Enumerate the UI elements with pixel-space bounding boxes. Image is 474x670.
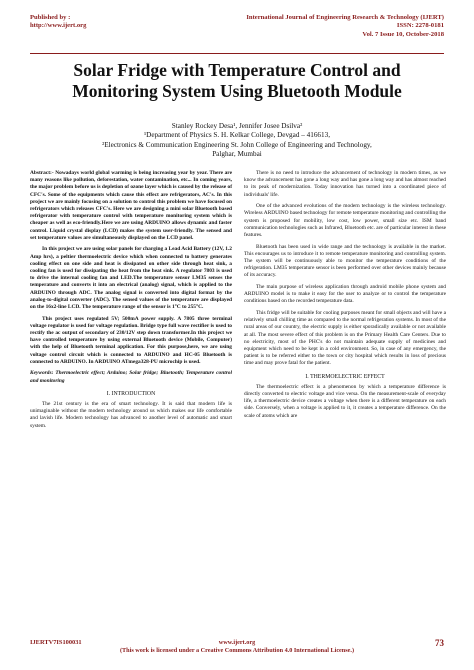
abstract-paragraph-1: Abstract:- Nowadays world global warming is being increasing year by year. There are many reasons like pollution, deforestation, water contamination, etc... In coming years, the major problem before us is depletion of ozone layer which is caused by the release of CFC's. Some of the equipments which cause this effect are refrigerators, AC's. In this project we are mainly focusing on a solution to control this problem we have focused on refrigerators which releases CFC's. Here we are designing a mini solar Bluetooth based refrigerator with temperature control with temperature monitoring system which is cheaper as well as eco-friendly.Here we are using ARDUINO allows dynamic and faster control. Liquid crystal display (LCD) makes the system user-friendly. The sensed and set temperature values are simultaneously displayed on the LCD panel. bbox=[30, 170, 232, 241]
body-paragraph-1: There is no need to introduce the advancement of technology in modern times, as we know the advancement has gone a long way and has gone a long way and has almost reached to its peak of modernization. Today innovation has turned into a coordinated piece of individuals' life. bbox=[244, 170, 446, 198]
publisher-url[interactable]: http://www.ijert.org bbox=[30, 22, 87, 30]
journal-issn: ISSN: 2278-0181 bbox=[396, 22, 444, 30]
body-paragraph-3: Bluetooth has been used in wide range and the technology is available in the market. This encourages us to introduce it to remote temperature monitoring and controlling system. The system will be continuously able to monitor the temperature conditions of the refrigeration. LM35 temperature sensor is been performed over other devices mainly because of its accuracy. bbox=[244, 243, 446, 279]
page-footer bbox=[30, 636, 444, 660]
keywords: Keywords: Thermoelectric effect; Arduino; Solar fridge; Bluetooth; Temperature control and monitoring bbox=[30, 370, 232, 384]
section-heading-introduction: I. INTRODUCTION bbox=[106, 390, 156, 397]
footer-center bbox=[30, 639, 444, 655]
journal-volume: Vol. 7 Issue 10, October-2018 bbox=[362, 30, 444, 38]
publisher-label: Published by : bbox=[30, 14, 71, 21]
intro-paragraph-1: The 21st century is the era of smart technology. It is said that modern life is unimaginable without the modern technology around us which makes our life comfortable and lavish life. Modern technology has advanced to another level of automatic and smart system. bbox=[30, 401, 232, 429]
footer-url[interactable]: www.ijert.org bbox=[218, 639, 256, 646]
body-paragraph-2: One of the advanced evolutions of the modern technology is the wireless technology. Wireless ARDUINO based technology for remote temperature monitoring and controlling the system is proposed for mobility, low cost, low power, small size etc. ISM band communication technologies such as Infrared, Bluetooth etc. are of particular interest in these features. bbox=[244, 203, 446, 239]
body-paragraph-4: The main purpose of wireless application through android mobile phone system and ARDUINO model is to make it easy for the user to analyze or to control the temperature conditions based on the recorded temperature data. bbox=[244, 284, 446, 305]
affiliation-3: Palghar, Mumbai bbox=[212, 150, 262, 159]
author-block bbox=[60, 122, 414, 160]
body-paragraph-5: This fridge will be suitable for cooling purposes meant for small objects and will have a relatively small chilling time as compared to the normal refrigeration systems. In most of the rural areas of our country, the electric supply is either sporadically available or not available at all. The most severe effect of this problem is on the Primary Health Care Centers. Due to no electricity, most of the PHC's do not maintain adequate supply of medicines and equipment which need to be kept in a cold environment. So, in case of any emergency, the patient is to be referred either to the town or city hospital which results in loss of precious time and may prove fatal for the patient. bbox=[244, 310, 446, 367]
affiliation-1: ¹Department of Physics S. H. Kelkar College, Devgad – 416613, bbox=[143, 131, 330, 140]
publisher-block bbox=[30, 14, 86, 31]
journal-block bbox=[246, 14, 444, 39]
paper-id: IJERTV7IS100031 bbox=[30, 639, 82, 646]
left-column bbox=[30, 170, 232, 434]
page-header bbox=[30, 14, 444, 54]
abstract-paragraph-2: In this project we are using solar panels for charging a Lead Acid Battery (12V, 1.2 Amp hrs), a peltier thermoelectric device which when connected to battery generates cooling effect on one side and heat is dissipated on other side through heat sink, a cooling fan is used for dissipating the heat from the heat sink. A regulator 7803 is used to drive the internal cooling fan and LED.The temperature sensor LM35 senses the temperature and converts it into an electrical (analog) signal, which is applied to the ARDUINO through ADC. The analog signal is converted into digital format by the analog-to-digital converter (ADC). The sensed values of the temperature are displayed on the 16x2-line LCD. The temperature range of the sensor is 1°C to 255°C. bbox=[30, 246, 232, 311]
body-paragraph-6: The thermoelectric effect is a phenomenon by which a temperature difference is directly converted to electric voltage and vice versa. On the measurement-scale of everyday life, a thermoelectric device creates a voltage when there is a different temperature on each side. Conversely, when a voltage is applied to it, it creates a temperature difference. On the scale of atoms which are bbox=[244, 383, 446, 419]
page-number: 73 bbox=[435, 638, 444, 648]
journal-name: International Journal of Engineering Research & Technology (IJERT) bbox=[246, 14, 444, 21]
license-notice: (This work is licensed under a Creative Commons Attribution 4.0 International License.) bbox=[119, 647, 355, 654]
abstract bbox=[30, 170, 232, 366]
affiliation-2: ²Electronics & Communication Engineering St. John College of Engineering and Technology, bbox=[102, 140, 372, 149]
right-column bbox=[244, 170, 446, 424]
section-heading-thermoelectric: I. THERMOELECTRIC EFFECT bbox=[305, 373, 385, 380]
author-names: Stanley Rockey Desa¹, Jennifer Josee Dsilva² bbox=[171, 122, 303, 130]
paper-title: Solar Fridge with Temperature Control and Monitoring System Using Bluetooth Module bbox=[72, 60, 402, 101]
abstract-paragraph-3: This project uses regulated 5V; 500mA power supply. A 7805 three terminal voltage regulator is used for voltage regulation. Bridge type full wave rectifier is used to rectify the ac output of secondary of 230/12V step down transformer.In this project we have controlled temperature by using external Bluetooth device (Mobile, Computer) with the help of Bluetooth terminal application. For this purpose,here, we are using voltage control circuit which is connected to ARDUINO and HC-05 Bluetooth is connected to ARDUINO. In ARDUINO ATmega328-PU microchip is used. bbox=[30, 315, 232, 365]
